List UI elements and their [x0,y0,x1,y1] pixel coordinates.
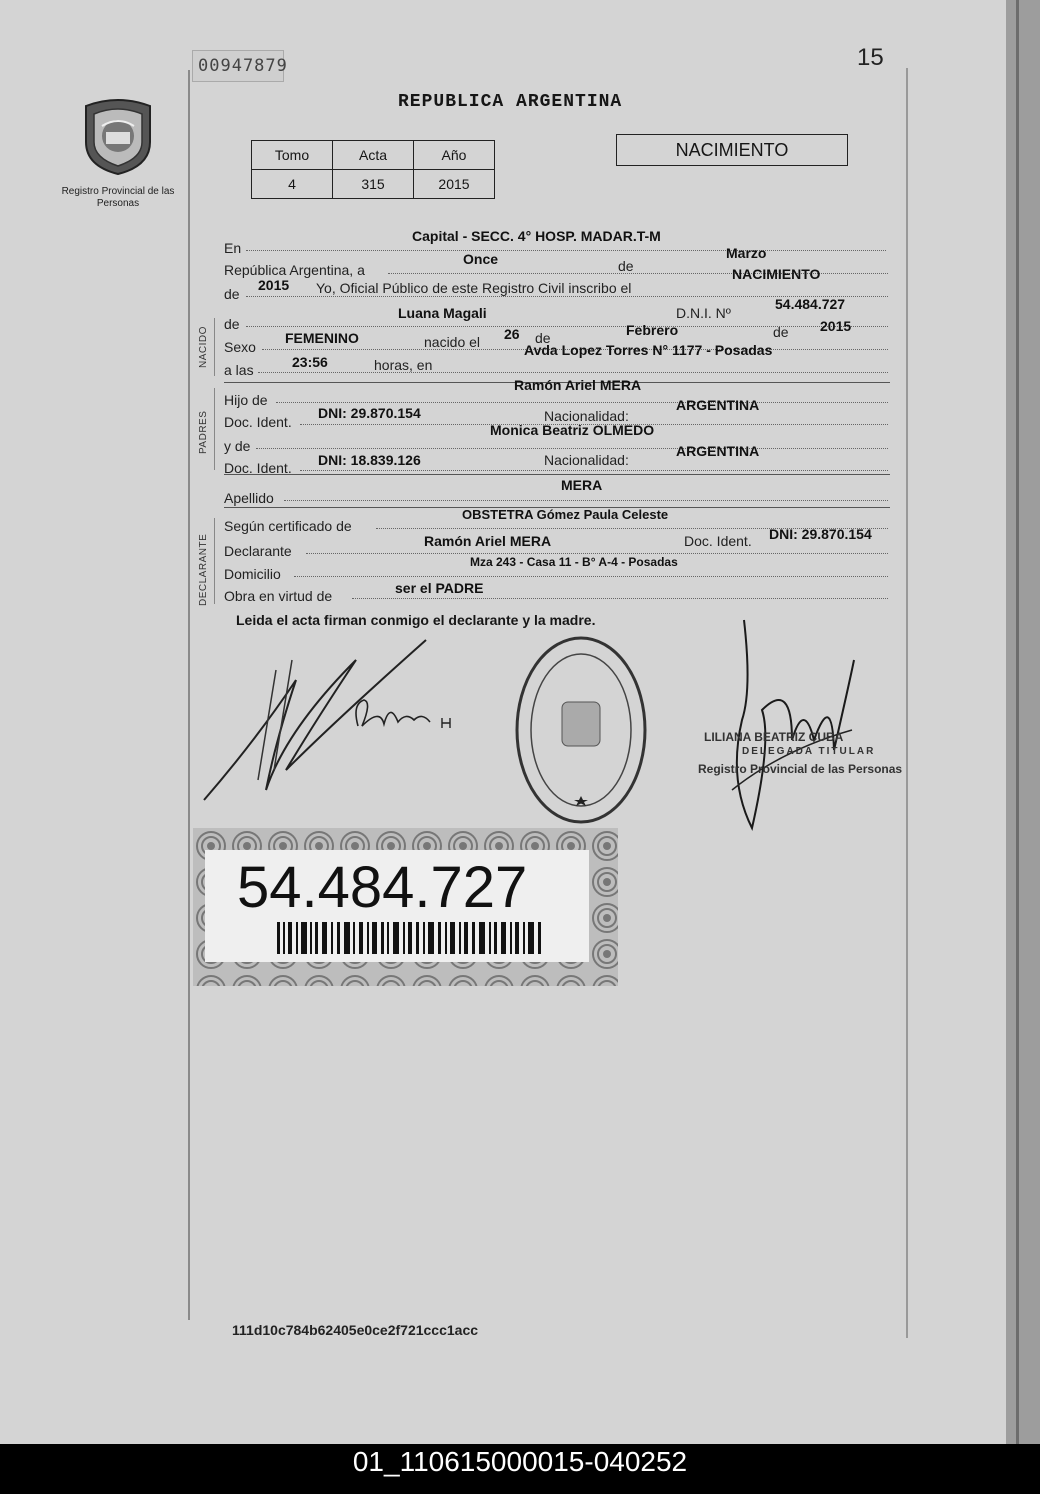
reading-statement: Leida el acta firman conmigo el declarante y la madre. [236,612,596,628]
value-acta: 315 [333,170,414,199]
label-nacionalidad-padre: Nacionalidad: [544,408,629,424]
value-madre: Monica Beatriz OLMEDO [490,422,655,438]
label-de1: de [618,258,634,274]
label-a-las: a las [224,362,254,378]
value-mes: Marzo [726,245,767,261]
label-horas-en: horas, en [374,357,433,373]
registry-label: Registro Provincial de las Personas [61,186,175,209]
value-lugar: Capital - SECC. 4° HOSP. MADAR.T-M [412,228,661,244]
barcode-number: 54.484.727 [237,855,528,920]
label-de-b1: de [535,330,551,346]
value-lugar-nac: Avda Lopez Torres N° 1177 - Posadas [524,342,773,358]
label-segun-cert: Según certificado de [224,518,352,534]
label-de-year: de [224,286,240,302]
label-de-b2: de [773,324,789,340]
value-declarante: Ramón Ariel MERA [424,533,552,549]
value-padre: Ramón Ariel MERA [514,377,642,393]
label-nacido-el: nacido el [424,334,481,350]
document-hash: 111d10c784b62405e0ce2f721ccc1acc [232,1322,479,1338]
document-type-box: NACIMIENTO [616,134,848,166]
section-label-declarante: DECLARANTE [198,533,209,606]
registry-shield-logo [80,96,156,176]
serial-number: 00947879 [198,56,288,76]
round-registry-seal [512,632,650,828]
value-apellido: MERA [561,477,603,493]
label-dni: D.N.I. Nº [676,305,731,321]
mother-signature [350,694,460,734]
adjacent-page-edge [1006,0,1040,1444]
label-obra: Obra en virtud de [224,588,333,604]
label-sexo: Sexo [224,339,256,355]
scan-filename: 01_110615000015-040252 [352,1446,688,1477]
official-signature [722,600,872,832]
value-declarante-doc: DNI: 29.870.154 [769,526,872,542]
value-anio: 2015 [414,170,495,199]
label-y-de: y de [224,438,251,454]
label-nacionalidad-madre: Nacionalidad: [544,452,629,468]
label-doc-ident-madre: Doc. Ident. [224,460,292,476]
value-certificado: OBSTETRA Gómez Paula Celeste [462,507,669,522]
official-institution: Registro Provincial de las Personas [698,762,903,776]
value-nombre: Luana Magali [398,305,487,321]
header-tomo: Tomo [252,141,333,170]
label-yo-oficial: Yo, Oficial Público de este Registro Civil inscribo el [316,280,632,296]
section-label-nacido: NACIDO [198,326,209,368]
value-domicilio: Mza 243 - Casa 11 - B° A-4 - Posadas [470,555,678,569]
tomo-acta-table [251,140,495,199]
label-republica: República Argentina, a [224,262,365,278]
value-madre-doc: DNI: 18.839.126 [318,452,421,468]
label-doc-ident-declarante: Doc. Ident. [684,533,752,549]
page-number: 15 [857,44,884,71]
barcode-bars [277,922,543,954]
value-padre-doc: DNI: 29.870.154 [318,405,421,421]
label-domicilio: Domicilio [224,566,281,582]
value-dni: 54.484.727 [775,296,846,312]
value-tipo: NACIMIENTO [732,266,821,282]
value-tomo: 4 [252,170,333,199]
value-mes-nac: Febrero [626,322,679,338]
value-obra: ser el PADRE [395,580,484,596]
header-anio: Año [414,141,495,170]
header-acta: Acta [333,141,414,170]
label-declarante: Declarante [224,543,292,559]
barcode-sticker [193,828,618,986]
value-sexo: FEMENINO [285,330,359,346]
label-hijo-de: Hijo de [224,392,268,408]
label-en: En [224,240,242,256]
value-dia: Once [463,251,499,267]
section-label-padres: PADRES [198,410,209,454]
label-doc-ident-padre: Doc. Ident. [224,414,292,430]
value-anio-nac: 2015 [820,318,852,334]
value-madre-nac: ARGENTINA [676,443,760,459]
value-padre-nac: ARGENTINA [676,397,760,413]
official-name: LILIANA BEATRIZ CUBA [704,730,844,744]
label-apellido: Apellido [224,490,274,506]
value-dia-nac: 26 [504,326,520,342]
official-title: DELEGADA TITULAR [742,746,876,757]
document-title: REPUBLICA ARGENTINA [398,92,623,112]
value-anio: 2015 [258,277,290,293]
value-hora: 23:56 [292,354,328,370]
label-de-name: de [224,316,240,332]
